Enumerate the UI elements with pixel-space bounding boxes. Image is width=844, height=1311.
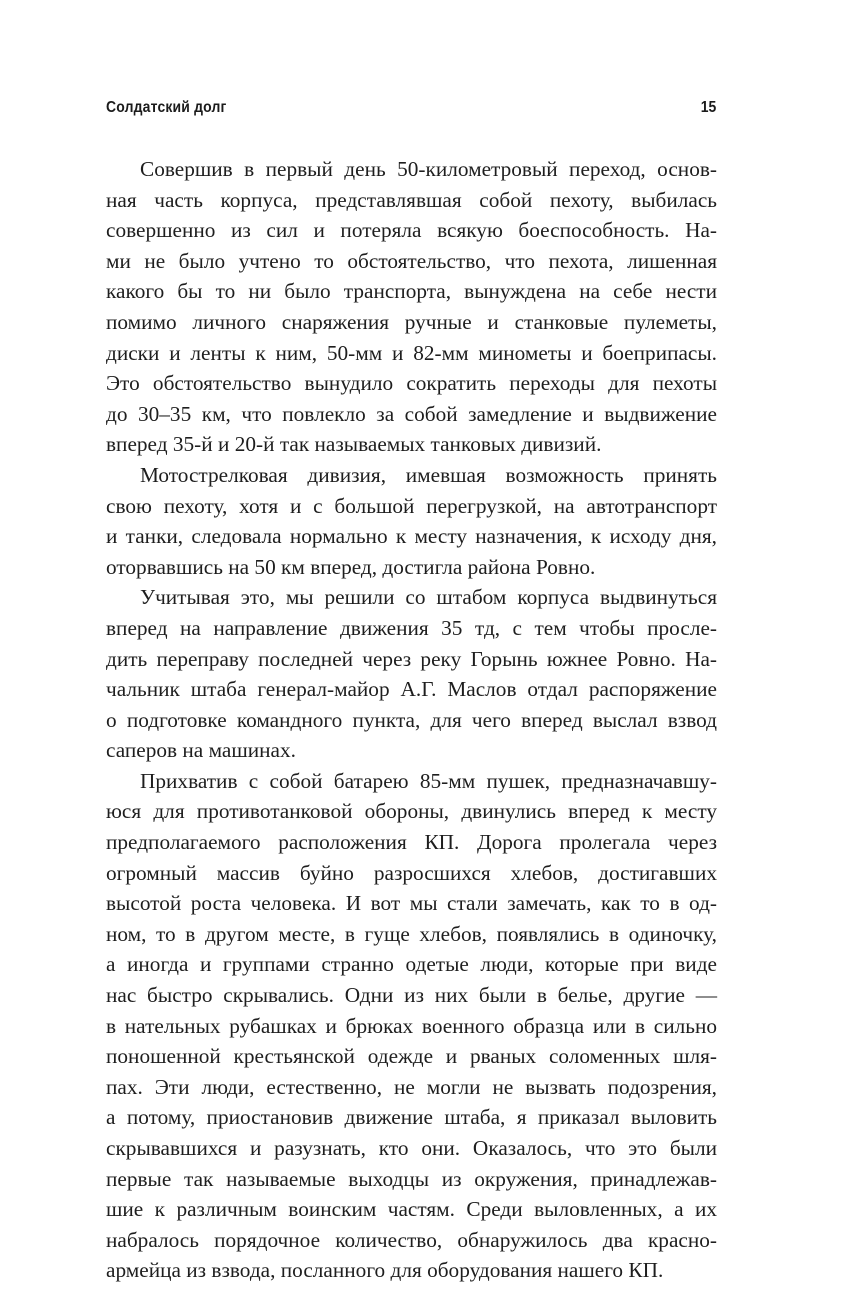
text-line: Прихватив с собой батарею 85-мм пушек, предназначавшу- <box>140 768 717 793</box>
paragraph <box>106 460 717 582</box>
paragraph <box>106 582 717 766</box>
text-line: армейца из взвода, посланного для оборудования нашего КП. <box>106 1258 664 1283</box>
text-line: Мотострелковая дивизия, имевшая возможность принять <box>140 462 717 487</box>
text-line: ная часть корпуса, представлявшая собой пехоту, выбилась <box>106 187 717 212</box>
text-line: до 30–35 км, что повлекло за собой замедление и выдвижение <box>106 401 717 426</box>
text-line: высотой роста человека. И вот мы стали замечать, как то в од- <box>106 891 717 916</box>
text-line: и танки, следовала нормально к месту назначения, к исходу дня, <box>106 524 717 549</box>
text-line: пах. Эти люди, естественно, не могли не вызвать подозрения, <box>106 1074 717 1099</box>
paragraph <box>106 154 717 460</box>
text-line: набралось порядочное количество, обнаружилось два красно- <box>106 1227 717 1252</box>
text-line: вперед на направление движения 35 тд, с тем чтобы просле- <box>106 615 717 640</box>
text-line: а иногда и группами странно одетые люди, которые при виде <box>106 952 717 977</box>
text-line: вперед 35-й и 20-й так называемых танковых дивизий. <box>106 432 602 457</box>
text-line: о подготовке командного пункта, для чего вперед выслал взвод <box>106 707 717 732</box>
running-head <box>106 99 716 125</box>
text-line: Это обстоятельство вынудило сократить переходы для пехоты <box>106 371 717 396</box>
text-line: саперов на машинах. <box>106 738 296 763</box>
text-line: чальник штаба генерал-майор А.Г. Маслов отдал распоряжение <box>106 677 717 702</box>
body-text <box>106 154 717 1286</box>
text-line: помимо личного снаряжения ручные и станковые пулеметы, <box>106 309 717 334</box>
text-line: шие к различным воинским частям. Среди выловленных, а их <box>106 1197 717 1222</box>
text-line: какого бы то ни было транспорта, вынуждена на себе нести <box>106 279 717 304</box>
text-line: оторвавшись на 50 км вперед, достигла района Ровно. <box>106 554 596 579</box>
text-line: скрывавшихся и разузнать, кто они. Оказалось, что это были <box>106 1136 717 1160</box>
text-line: огромный массив буйно разросшихся хлебов, достигавших <box>106 860 717 885</box>
text-line: ми не было учтено то обстоятельство, что пехота, лишенная <box>106 248 717 273</box>
page-number: 15 <box>700 99 716 116</box>
text-line: первые так называемые выходцы из окружения, принадлежав- <box>106 1166 717 1191</box>
text-line: совершенно из сил и потеряла всякую боеспособность. На- <box>106 218 717 243</box>
text-line: юся для противотанковой обороны, двинулись вперед к месту <box>106 799 717 824</box>
paragraph <box>106 766 717 1286</box>
text-line: дить переправу последней через реку Горынь южнее Ровно. На- <box>106 646 717 671</box>
text-line: Совершив в первый день 50-километровый переход, основ- <box>140 157 717 181</box>
text-line: поношенной крестьянской одежде и рваных соломенных шля- <box>106 1044 717 1069</box>
text-line: свою пехоту, хотя и с большой перегрузкой, на автотранспорт <box>106 493 717 518</box>
text-line: ном, то в другом месте, в гуще хлебов, появлялись в одиночку, <box>106 921 717 946</box>
text-line: Учитывая это, мы решили со штабом корпуса выдвинуться <box>140 585 717 610</box>
text-line: диски и ленты к ним, 50-мм и 82-мм минометы и боеприпасы. <box>106 340 717 365</box>
text-line: в нательных рубашках и брюках военного образца или в сильно <box>106 1013 717 1038</box>
text-line: нас быстро скрывались. Одни из них были в белье, другие — <box>106 983 717 1008</box>
running-title: Солдатский долг <box>106 99 227 116</box>
text-line: предполагаемого расположения КП. Дорога пролегала через <box>106 830 717 855</box>
text-line: а потому, приостановив движение штаба, я приказал выловить <box>106 1105 717 1130</box>
